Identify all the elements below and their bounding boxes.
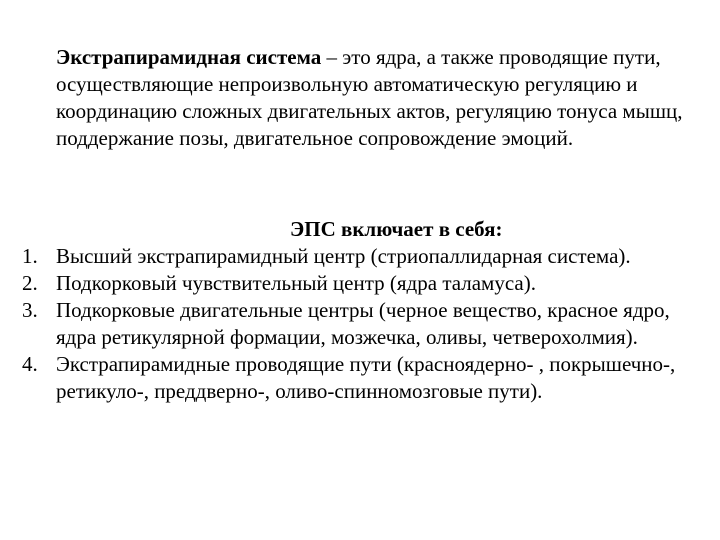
list-item-text: Подкорковые двигательные центры (черное вещество, красное ядро, ядра ретикулярной формации, мозжечка, оливы, четверохолмия).	[56, 298, 670, 349]
list-item-number: 1.	[22, 244, 38, 268]
definition-term: Экстрапирамидная система	[56, 45, 322, 69]
list-heading: ЭПС включает в себя:	[290, 217, 503, 241]
definition-paragraph	[56, 44, 686, 152]
list-item-text: Экстрапирамидные проводящие пути (красноядерно- , покрышечно-, ретикуло-, преддверно-, оливо-спинномозговые пути).	[56, 352, 676, 403]
list-item-number: 4.	[22, 352, 38, 376]
list-item-text: Высший экстрапирамидный центр (стриопаллидарная система).	[56, 244, 631, 268]
list-item	[0, 243, 676, 270]
list-item-number: 2.	[22, 271, 38, 295]
list-item-text: Подкорковый чувствительный центр (ядра таламуса).	[56, 271, 536, 295]
list-item	[0, 297, 676, 351]
list-item	[0, 351, 676, 405]
list-item	[0, 270, 676, 297]
list-item-number: 3.	[22, 298, 38, 322]
component-list	[0, 243, 720, 405]
definition-text: – это ядра, а также проводящие пути, осуществляющие непроизвольную автоматическую регуляцию и координацию сложных двигательных актов, регуляцию тонуса мышц, поддержание позы, двигательное сопровождение эмоций.	[56, 45, 683, 150]
